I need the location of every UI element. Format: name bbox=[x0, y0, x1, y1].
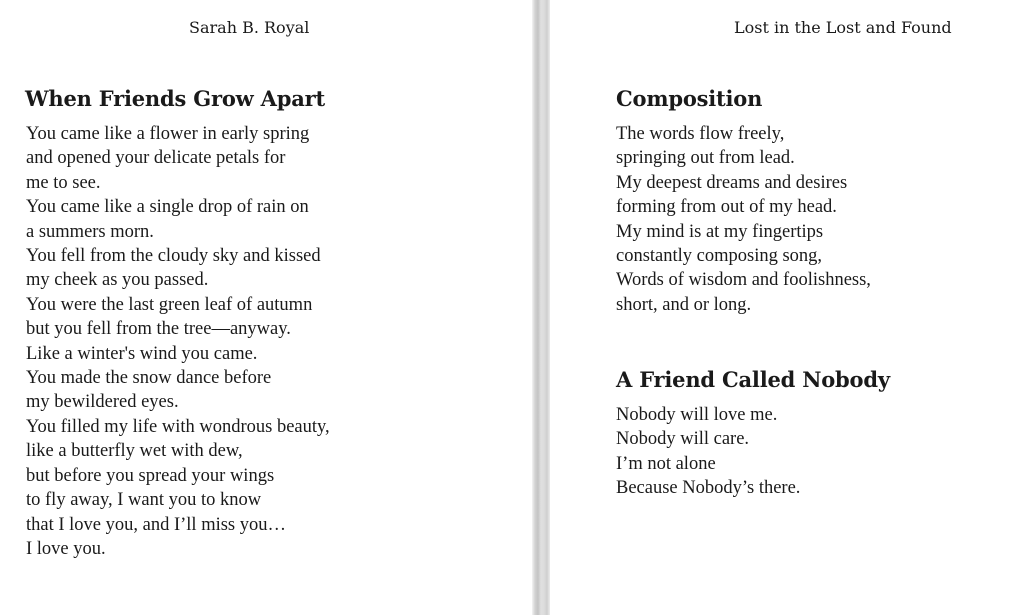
poem-line: like a butterfly wet with dew, bbox=[26, 441, 243, 462]
poem-line: Words of wisdom and foolishness, bbox=[616, 270, 871, 291]
running-header-book-title: Lost in the Lost and Found bbox=[734, 18, 952, 37]
poem-line: I love you. bbox=[26, 538, 106, 559]
poem-line: You came like a flower in early spring bbox=[26, 124, 310, 144]
poem-line: my cheek as you passed. bbox=[26, 270, 209, 291]
poem-line: You fell from the cloudy sky and kissed bbox=[26, 246, 321, 267]
poem-body bbox=[616, 403, 800, 501]
poem-line: The words flow freely, bbox=[616, 124, 785, 144]
poem-body bbox=[26, 122, 330, 561]
poem-line: constantly composing song, bbox=[616, 246, 823, 267]
poem-line: My mind is at my fingertips bbox=[616, 221, 824, 242]
poem-line: to fly away, I want you to know bbox=[26, 490, 262, 511]
poem-line: Nobody will love me. bbox=[616, 405, 778, 425]
poem-line: forming from out of my head. bbox=[616, 197, 837, 218]
poem-line: You came like a single drop of rain on bbox=[26, 197, 309, 218]
poem-body bbox=[616, 122, 871, 317]
poem-line: You filled my life with wondrous beauty, bbox=[26, 416, 330, 437]
poem-line: My deepest dreams and desires bbox=[616, 172, 848, 193]
poem-line: Because Nobody’s there. bbox=[616, 478, 801, 499]
poem-title: When Friends Grow Apart bbox=[25, 86, 325, 111]
poem-line: You made the snow dance before bbox=[26, 368, 272, 389]
book-spine-gutter bbox=[532, 0, 550, 615]
poem-line: but you fell from the tree—anyway. bbox=[26, 319, 291, 340]
poem-line: Nobody will care. bbox=[616, 429, 750, 450]
right-page bbox=[550, 0, 1009, 615]
poem-line: a summers morn. bbox=[26, 221, 154, 242]
poem-title: A Friend Called Nobody bbox=[616, 367, 890, 392]
poem-line: that I love you, and I’ll miss you… bbox=[26, 514, 286, 535]
poem-line: me to see. bbox=[26, 172, 101, 193]
poem-line: I’m not alone bbox=[616, 453, 716, 474]
poem-line: and opened your delicate petals for bbox=[26, 148, 286, 169]
poem-line: springing out from lead. bbox=[616, 148, 795, 169]
poem-line: but before you spread your wings bbox=[26, 465, 275, 486]
poem-line: short, and or long. bbox=[616, 294, 752, 315]
poem-line: Like a winter's wind you came. bbox=[26, 343, 258, 364]
poem-line: You were the last green leaf of autumn bbox=[26, 294, 313, 315]
poem-title: Composition bbox=[616, 86, 763, 111]
running-header-author: Sarah B. Royal bbox=[189, 18, 310, 37]
poem-line: my bewildered eyes. bbox=[26, 392, 179, 413]
